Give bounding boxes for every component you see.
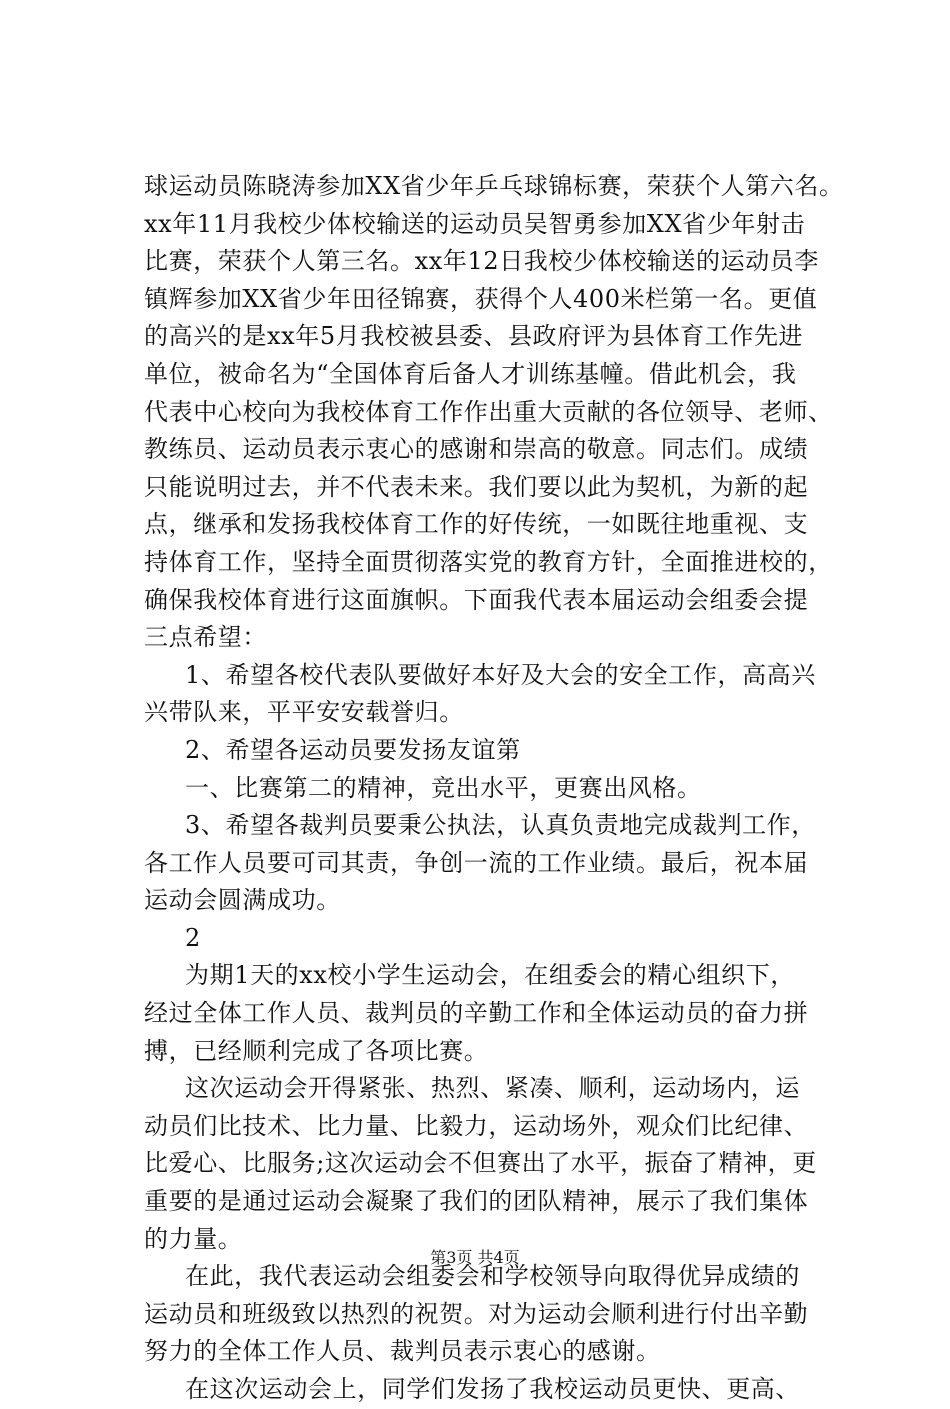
text-line: 2	[185, 923, 201, 952]
text-line: 比爱心、比服务;这次运动会不但赛出了水平，振奋了精神，更	[144, 1149, 817, 1178]
text-line: 在此，我代表运动会组委会和学校领导向取得优异成绩的	[185, 1262, 800, 1291]
text-line: 三点希望：	[144, 623, 267, 652]
text-line: 1、希望各校代表队要做好本好及大会的安全工作，高高兴	[185, 660, 816, 689]
text-line: 单位，被命名为“全国体育后备人才训练基幢。借此机会，我	[144, 359, 797, 388]
text-line: 只能说明过去，并不代表未来。我们要以此为契机，为新的起	[144, 472, 809, 501]
text-line: 比赛，荣获个人第三名。xx年12日我校少体校输送的运动员李	[144, 247, 820, 276]
text-line: 重要的是通过运动会凝聚了我们的团队精神，展示了我们集体	[144, 1187, 809, 1216]
text-line: 为期1天的xx校小学生运动会，在组委会的精心组织下，	[185, 961, 795, 990]
text-line: 镇辉参加XX省少年田径锦赛，获得个人400米栏第一名。更值	[144, 284, 818, 313]
text-line: 3、希望各裁判员要秉公执法，认真负责地完成裁判工作，	[185, 811, 816, 840]
page-footer: 第3页 共4页	[430, 1248, 520, 1267]
text-line: 经过全体工作人员、裁判员的辛勤工作和全体运动员的奋力拼	[144, 999, 809, 1028]
text-line: 代表中心校向为我校体育工作作出重大贡献的各位领导、老师、	[144, 397, 833, 426]
text-line: 持体育工作，坚持全面贯彻落实党的教育方针，全面推进校的，	[144, 547, 833, 576]
text-line: 运动员和班级致以热烈的祝贺。对为运动会顺利进行付出辛勤	[144, 1299, 809, 1328]
text-line: 球运动员陈晓涛参加XX省少年乒乓球锦标赛，荣获个人第六名。	[144, 172, 844, 200]
text-line: 努力的全体工作人员、裁判员表示衷心的感谢。	[144, 1337, 661, 1366]
text-line: 的力量。	[144, 1224, 243, 1253]
text-line: 各工作人员要可司其责，争创一流的工作业绩。最后，祝本届	[144, 848, 809, 877]
document-body	[144, 168, 844, 1409]
text-line: 在这次运动会上，同学们发扬了我校运动员更快、更高、	[185, 1375, 800, 1403]
text-line: 教练员、运动员表示衷心的感谢和崇高的敬意。同志们。成绩	[144, 435, 809, 464]
text-line: 兴带队来，平平安安载誉归。	[144, 698, 464, 727]
text-line: 这次运动会开得紧张、热烈、紧凑、顺利，运动场内，运	[185, 1074, 800, 1103]
text-line: 的高兴的是xx年5月我校被县委、县政府评为县体育工作先进	[144, 322, 804, 351]
text-line: 确保我校体育进行这面旗帜。下面我代表本届运动会组委会提	[144, 585, 809, 614]
text-line: 运动会圆满成功。	[144, 886, 341, 915]
text-line: 2、希望各运动员要发扬友谊第	[185, 735, 521, 764]
text-line: xx年11月我校少体校输送的运动员吴智勇参加XX省少年射击	[144, 209, 806, 238]
text-line: 动员们比技术、比力量、比毅力，运动场外，观众们比纪律、	[144, 1111, 809, 1140]
text-line: 一、比赛第二的精神，竞出水平，更赛出风格。	[185, 773, 702, 802]
text-line: 搏，已经顺利完成了各项比赛。	[144, 1036, 489, 1065]
text-line: 点，继承和发扬我校体育工作的好传统，一如既往地重视、支	[144, 510, 809, 539]
